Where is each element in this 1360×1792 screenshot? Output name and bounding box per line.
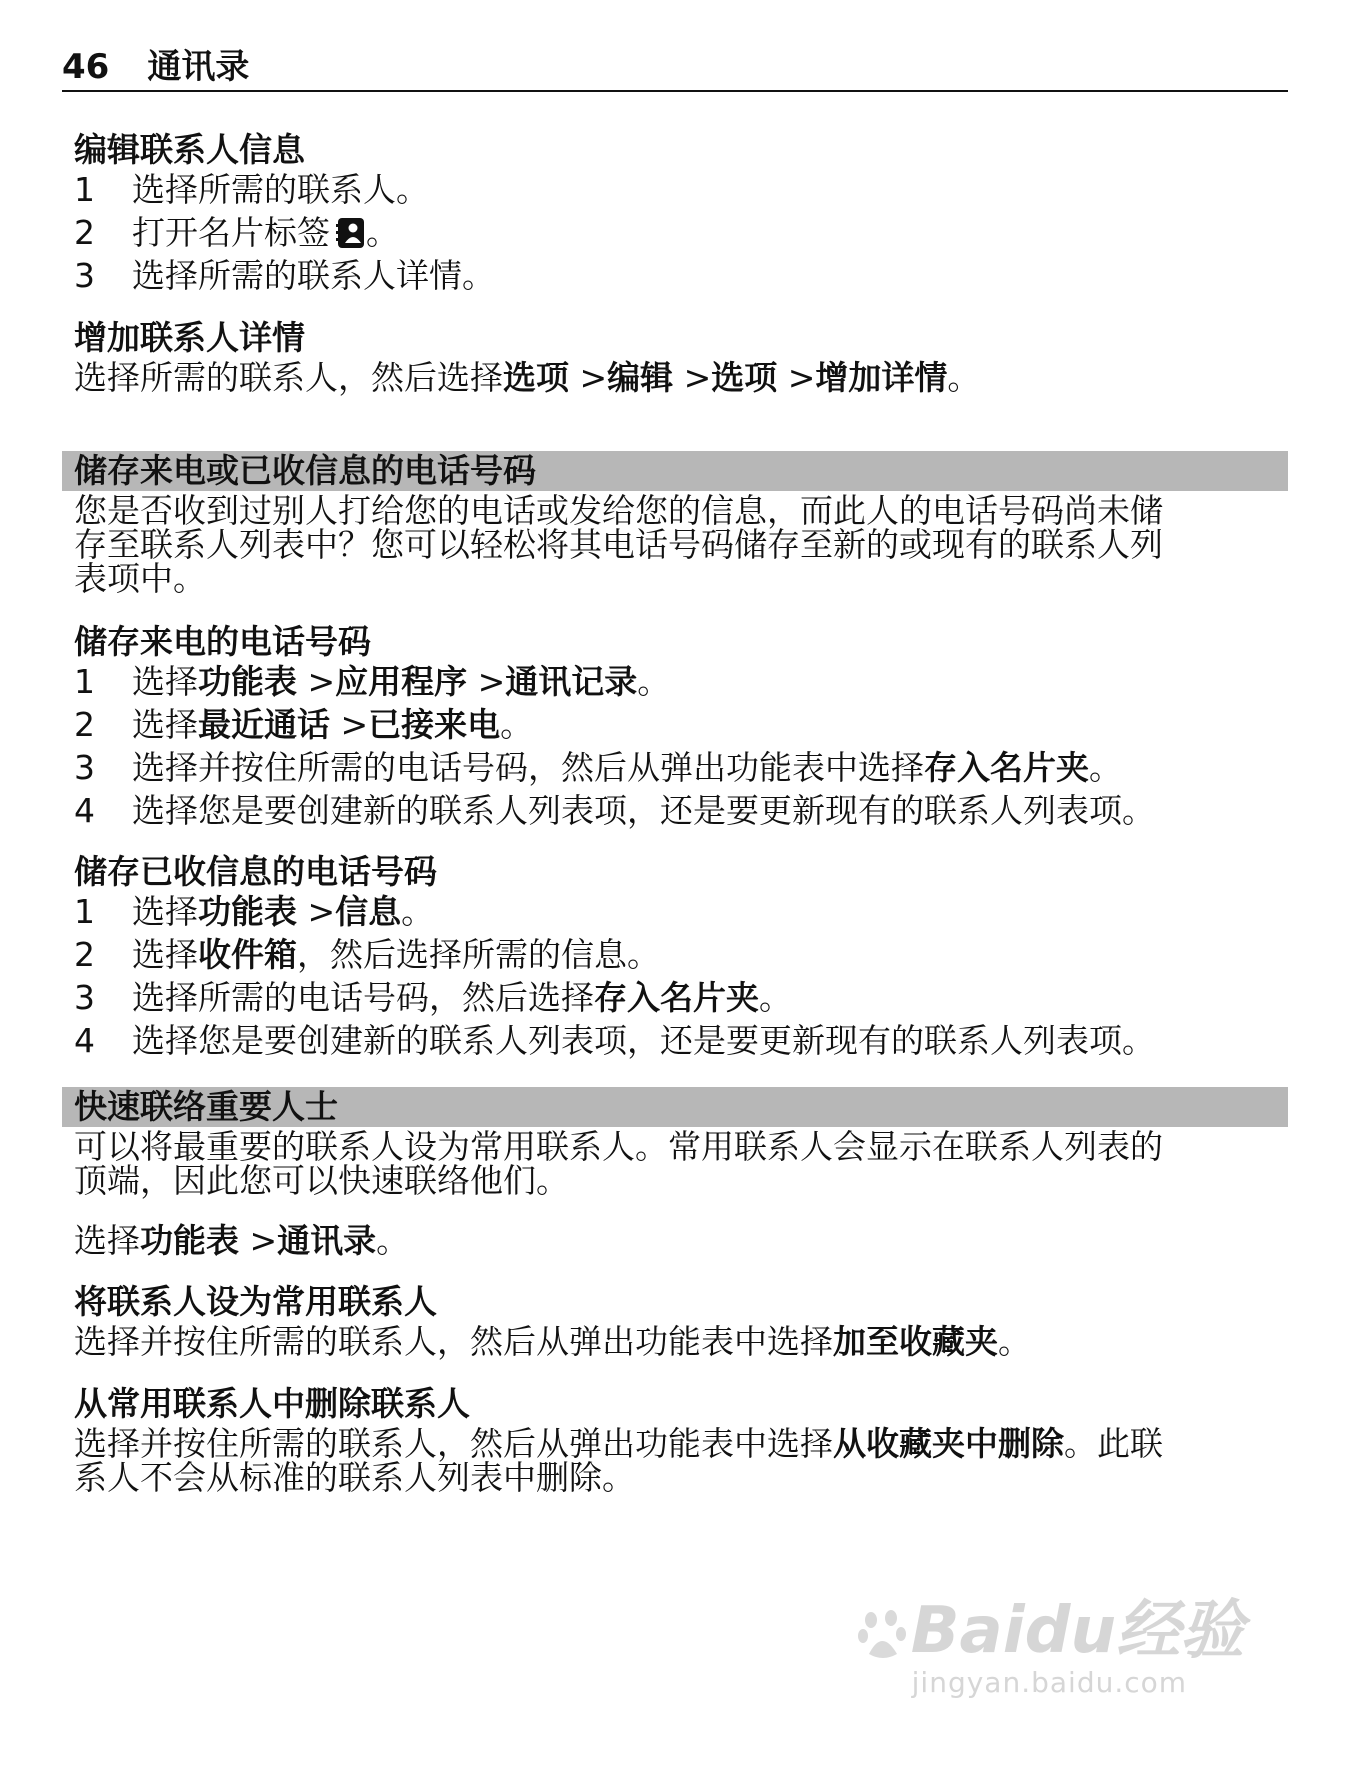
save-call-step-4: 4 选择您是要创建新的联系人列表项，还是要更新现有的联系人列表项。 xyxy=(74,791,1155,830)
set-favorite-instructions: 选择并按住所需的联系人，然后从弹出功能表中选择加至收藏夹。 xyxy=(74,1322,1031,1361)
save-msg-step-2: 2 选择收件箱，然后选择所需的信息。 xyxy=(74,935,660,974)
remove-favorite-line2: 系人不会从标准的联系人列表中删除。 xyxy=(74,1458,635,1497)
add-heading: 增加联系人详情 xyxy=(74,318,305,357)
set-favorite-heading: 将联系人设为常用联系人 xyxy=(74,1282,437,1321)
section1-para-line2: 存至联系人列表中？您可以轻松将其电话号码储存至新的或现有的联系人列 xyxy=(74,525,1163,564)
baidu-watermark xyxy=(855,1596,1244,1700)
paw-icon xyxy=(855,1606,911,1662)
edit-step-3: 3 选择所需的联系人详情。 xyxy=(74,256,495,295)
save-call-step-2: 2 选择最近通话 >已接来电。 xyxy=(74,705,534,744)
section2-para-line2: 顶端，因此您可以快速联络他们。 xyxy=(74,1161,569,1200)
remove-favorite-line1: 选择并按住所需的联系人，然后从弹出功能表中选择从收藏夹中删除。此联 xyxy=(74,1424,1163,1463)
save-msg-step-1: 1 选择功能表 >信息。 xyxy=(74,892,435,931)
save-call-heading: 储存来电的电话号码 xyxy=(74,622,371,661)
remove-favorite-heading: 从常用联系人中删除联系人 xyxy=(74,1384,470,1423)
save-call-step-3: 3 选择并按住所需的电话号码，然后从弹出功能表中选择存入名片夹。 xyxy=(74,748,1122,787)
section1-para-line3: 表项中。 xyxy=(74,559,206,598)
contact-card-icon xyxy=(336,217,366,249)
page-number: 46 xyxy=(62,47,110,87)
section2-nav-line: 选择功能表 >通讯录。 xyxy=(74,1221,410,1260)
save-msg-heading: 储存已收信息的电话号码 xyxy=(74,852,437,891)
watermark-logo: Baidu经验 xyxy=(855,1596,1244,1666)
page-header xyxy=(62,44,1288,92)
section2-para-line1: 可以将最重要的联系人设为常用联系人。常用联系人会显示在联系人列表的 xyxy=(74,1127,1163,1166)
edit-step-1: 1 选择所需的联系人。 xyxy=(74,170,429,209)
save-call-step-1: 1 选择功能表 >应用程序 >通讯记录。 xyxy=(74,662,671,701)
save-msg-step-3: 3 选择所需的电话号码，然后选择存入名片夹。 xyxy=(74,978,792,1017)
add-instructions: 选择所需的联系人，然后选择选项 >编辑 >选项 >增加详情。 xyxy=(74,358,981,397)
section-band-save-numbers: 储存来电或已收信息的电话号码 xyxy=(62,451,1288,491)
watermark-url: jingyan.baidu.com xyxy=(911,1666,1188,1699)
chapter-title: 通讯录 xyxy=(147,47,250,87)
save-msg-step-4: 4 选择您是要创建新的联系人列表项，还是要更新现有的联系人列表项。 xyxy=(74,1021,1155,1060)
section-band-quick-contact: 快速联络重要人士 xyxy=(62,1087,1288,1127)
section1-para-line1: 您是否收到过别人打给您的电话或发给您的信息，而此人的电话号码尚未储 xyxy=(74,491,1163,530)
edit-heading: 编辑联系人信息 xyxy=(74,130,305,169)
edit-step-2: 2 打开名片标签 。 xyxy=(74,213,399,252)
